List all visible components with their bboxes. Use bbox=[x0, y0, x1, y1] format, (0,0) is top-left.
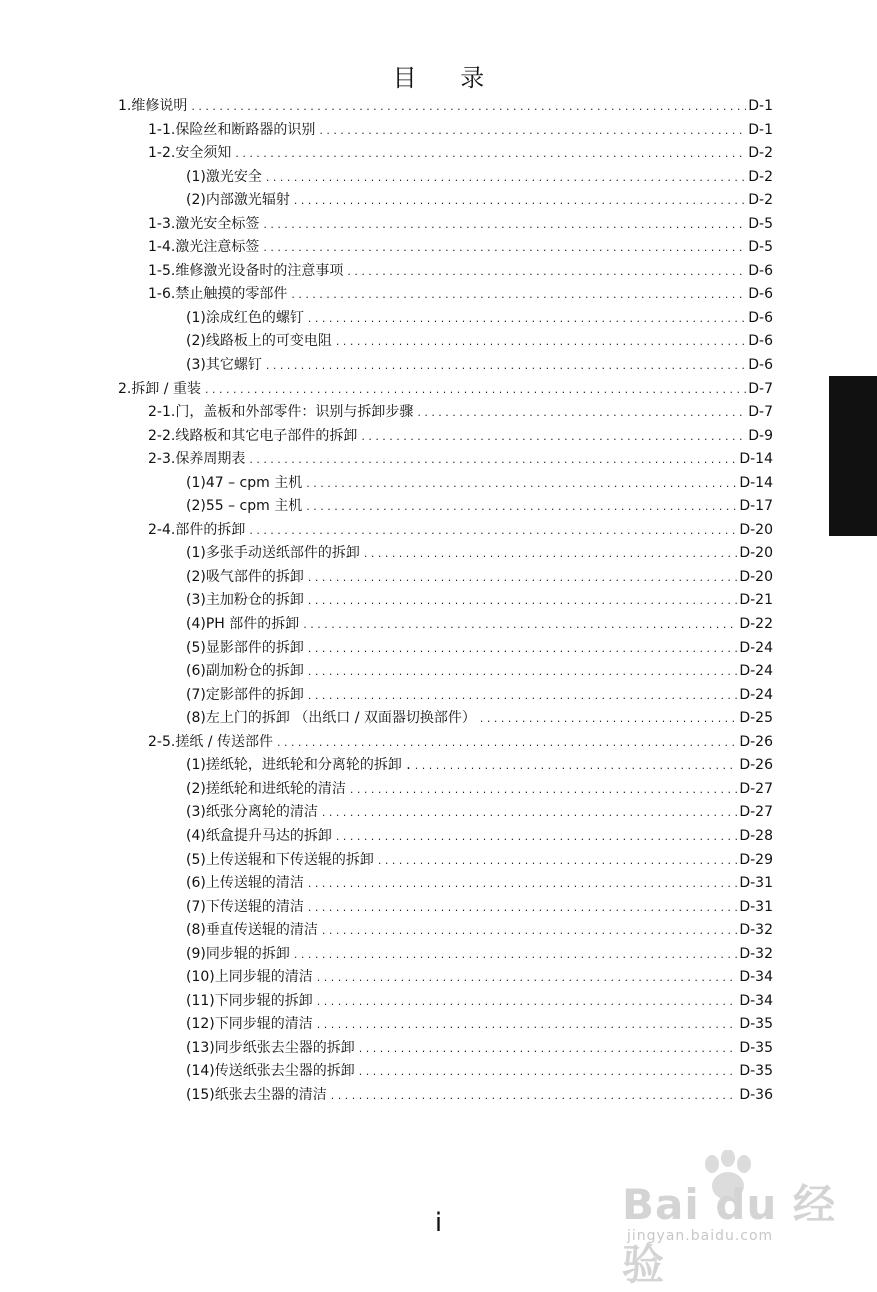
toc-entry-label: 安全须知 bbox=[175, 145, 232, 162]
dot-leader bbox=[263, 213, 746, 237]
dot-leader bbox=[308, 660, 738, 684]
toc-entry-label: 纸张去尘器的清洁 bbox=[214, 1086, 327, 1103]
section-tab-marker bbox=[829, 376, 877, 536]
toc-entry-page: D-14 bbox=[739, 451, 773, 468]
toc-entry[interactable] bbox=[118, 519, 773, 543]
toc-entry[interactable] bbox=[118, 401, 773, 425]
toc-entry-label: 部件的拆卸 bbox=[175, 521, 246, 538]
dot-leader bbox=[417, 401, 746, 425]
dot-leader bbox=[359, 1060, 738, 1084]
dot-leader bbox=[308, 896, 738, 920]
toc-entry-page: D-2 bbox=[748, 192, 773, 209]
toc-entry-number: 1-3. bbox=[148, 215, 176, 232]
dot-leader bbox=[322, 919, 738, 943]
dot-leader bbox=[319, 119, 746, 143]
toc-entry-number: (2) bbox=[186, 333, 206, 350]
toc-entry[interactable] bbox=[118, 354, 773, 378]
toc-entry[interactable] bbox=[118, 919, 773, 943]
dot-leader bbox=[308, 566, 738, 590]
toc-entry[interactable] bbox=[118, 684, 773, 708]
toc-entry[interactable] bbox=[118, 1037, 773, 1061]
toc-entry-page: D-32 bbox=[739, 945, 773, 962]
toc-entry[interactable] bbox=[118, 849, 773, 873]
toc-entry-page: D-9 bbox=[748, 427, 773, 444]
toc-entry-page: D-29 bbox=[739, 851, 773, 868]
toc-entry[interactable] bbox=[118, 95, 773, 119]
toc-entry[interactable] bbox=[118, 707, 773, 731]
toc-entry-label: 上传送辊的清洁 bbox=[205, 875, 304, 892]
toc-entry-page: D-7 bbox=[748, 404, 773, 421]
dot-leader bbox=[266, 354, 746, 378]
toc-entry[interactable] bbox=[118, 801, 773, 825]
dot-leader bbox=[191, 95, 746, 119]
dot-leader bbox=[291, 283, 746, 307]
toc-entry-label: 上同步辊的清洁 bbox=[214, 969, 313, 986]
toc-entry[interactable] bbox=[118, 330, 773, 354]
toc-entry-page: D-24 bbox=[739, 639, 773, 656]
toc-entry-label: 副加粉仓的拆卸 bbox=[205, 663, 304, 680]
toc-entry-label: 激光安全标签 bbox=[175, 215, 260, 232]
toc-entry-number: 2-4. bbox=[148, 521, 176, 538]
toc-entry-number: (11) bbox=[186, 992, 215, 1009]
toc-entry[interactable] bbox=[118, 943, 773, 967]
toc-entry-label: 多张手动送纸部件的拆卸 bbox=[205, 545, 360, 562]
toc-entry-label: 激光注意标签 bbox=[175, 239, 260, 256]
toc-entry[interactable] bbox=[118, 872, 773, 896]
toc-entry[interactable] bbox=[118, 119, 773, 143]
dot-leader bbox=[308, 589, 738, 613]
toc-entry[interactable] bbox=[118, 990, 773, 1014]
toc-entry[interactable] bbox=[118, 542, 773, 566]
dot-leader bbox=[317, 1013, 738, 1037]
dot-leader bbox=[308, 684, 738, 708]
dot-leader bbox=[306, 495, 737, 519]
dot-leader bbox=[480, 707, 737, 731]
toc-entry[interactable] bbox=[118, 260, 773, 284]
toc-entry-page: D-27 bbox=[739, 804, 773, 821]
dot-leader bbox=[415, 754, 738, 778]
toc-entry-page: D-1 bbox=[748, 121, 773, 138]
toc-entry-number: (4) bbox=[186, 827, 206, 844]
toc-entry-page: D-34 bbox=[739, 969, 773, 986]
toc-entry-page: D-27 bbox=[739, 780, 773, 797]
toc-entry-page: D-6 bbox=[748, 286, 773, 303]
toc-entry[interactable] bbox=[118, 1084, 773, 1108]
toc-entry-label: 下同步辊的清洁 bbox=[214, 1016, 313, 1033]
toc-entry-page: D-22 bbox=[739, 616, 773, 633]
toc-entry[interactable] bbox=[118, 472, 773, 496]
toc-entry-label: 55 – cpm 主机 bbox=[205, 498, 303, 515]
toc-entry[interactable] bbox=[118, 189, 773, 213]
toc-entry-number: (6) bbox=[186, 875, 206, 892]
toc-entry-label: 垂直传送辊的清洁 bbox=[205, 922, 318, 939]
dot-leader bbox=[249, 519, 737, 543]
toc-entry[interactable] bbox=[118, 754, 773, 778]
toc-entry[interactable] bbox=[118, 1060, 773, 1084]
dot-leader bbox=[364, 542, 738, 566]
watermark-brand: Bai du 经验 bbox=[622, 1180, 836, 1289]
dot-leader bbox=[350, 778, 738, 802]
toc-entry[interactable] bbox=[118, 307, 773, 331]
dot-leader bbox=[317, 966, 738, 990]
dot-leader bbox=[347, 260, 746, 284]
toc-entry-page: D-31 bbox=[739, 898, 773, 915]
toc-entry[interactable] bbox=[118, 966, 773, 990]
toc-entry-page: D-6 bbox=[748, 262, 773, 279]
toc-entry-page: D-36 bbox=[739, 1086, 773, 1103]
toc-entry-number: (1) bbox=[186, 545, 206, 562]
page-number: i bbox=[434, 1208, 443, 1238]
dot-leader bbox=[361, 425, 746, 449]
toc-entry[interactable] bbox=[118, 448, 773, 472]
toc-entry-label: 门，盖板和外部零件：识别与拆卸步骤 bbox=[175, 404, 414, 421]
toc-entry-page: D-20 bbox=[739, 568, 773, 585]
dot-leader bbox=[308, 872, 738, 896]
toc-entry-number: (3) bbox=[186, 592, 206, 609]
toc-entry-page: D-20 bbox=[739, 545, 773, 562]
toc-entry[interactable] bbox=[118, 213, 773, 237]
toc-entry-label: 吸气部件的拆卸 bbox=[205, 568, 304, 585]
dot-leader bbox=[359, 1037, 738, 1061]
toc-entry[interactable] bbox=[118, 236, 773, 260]
toc-entry-page: D-28 bbox=[739, 827, 773, 844]
dot-leader bbox=[336, 825, 738, 849]
toc-entry-page: D-35 bbox=[739, 1039, 773, 1056]
toc-entry-number: 2-1. bbox=[148, 404, 176, 421]
toc-entry-label: 显影部件的拆卸 bbox=[205, 639, 304, 656]
toc-entry-label: 同步辊的拆卸 bbox=[205, 945, 290, 962]
toc-entry-page: D-2 bbox=[748, 168, 773, 185]
toc-entry-label: 上传送辊和下传送辊的拆卸 bbox=[205, 851, 374, 868]
toc-entry-number: 1-5. bbox=[148, 262, 176, 279]
toc-entry[interactable] bbox=[118, 613, 773, 637]
toc-entry-number: (14) bbox=[186, 1063, 215, 1080]
toc-entry-label: 下传送辊的清洁 bbox=[205, 898, 304, 915]
toc-entry-label: 其它螺钉 bbox=[205, 357, 262, 374]
toc-entry-label: 内部激光辐射 bbox=[205, 192, 290, 209]
toc-entry-number: (1) bbox=[186, 474, 206, 491]
watermark-url: jingyan.baidu.com bbox=[627, 1228, 774, 1244]
dot-leader bbox=[322, 801, 738, 825]
toc-entry-label: 47 – cpm 主机 bbox=[205, 474, 303, 491]
toc-entry[interactable] bbox=[118, 660, 773, 684]
toc-entry-page: D-26 bbox=[739, 733, 773, 750]
toc-entry-number: (4) bbox=[186, 616, 206, 633]
toc-entry[interactable] bbox=[118, 283, 773, 307]
toc-entry-number: 1-2. bbox=[148, 145, 176, 162]
toc-entry[interactable] bbox=[118, 589, 773, 613]
dot-leader bbox=[235, 142, 746, 166]
toc-entry[interactable] bbox=[118, 495, 773, 519]
toc-entry-page: D-35 bbox=[739, 1063, 773, 1080]
toc-entry[interactable] bbox=[118, 378, 773, 402]
toc-entry-number: (5) bbox=[186, 851, 206, 868]
toc-entry-page: D-7 bbox=[748, 380, 773, 397]
toc-entry-number: (2) bbox=[186, 498, 206, 515]
toc-entry-page: D-5 bbox=[748, 215, 773, 232]
toc-entry[interactable] bbox=[118, 896, 773, 920]
dot-leader bbox=[263, 236, 746, 260]
toc-entry-page: D-17 bbox=[739, 498, 773, 515]
toc-entry[interactable] bbox=[118, 425, 773, 449]
toc-entry-page: D-25 bbox=[739, 710, 773, 727]
toc-entry-label: 激光安全 bbox=[205, 168, 262, 185]
toc-entry[interactable] bbox=[118, 142, 773, 166]
toc-entry[interactable] bbox=[118, 566, 773, 590]
toc-entry-number: (6) bbox=[186, 663, 206, 680]
toc-entry-number: (3) bbox=[186, 357, 206, 374]
toc-entry-label: 主加粉仓的拆卸 bbox=[205, 592, 304, 609]
dot-leader bbox=[249, 448, 737, 472]
toc-entry-page: D-34 bbox=[739, 992, 773, 1009]
toc-entry-number: 2-2. bbox=[148, 427, 176, 444]
toc-entry-number: (2) bbox=[186, 192, 206, 209]
dot-leader bbox=[317, 990, 738, 1014]
toc-entry-number: (1) bbox=[186, 168, 206, 185]
toc-entry-page: D-32 bbox=[739, 922, 773, 939]
toc-entry-label: 保养周期表 bbox=[175, 451, 246, 468]
toc-entry-label: 左上门的拆卸 （出纸口 / 双面器切换部件） bbox=[205, 710, 476, 727]
toc-entry-number: (7) bbox=[186, 686, 206, 703]
toc-entry-number: 2-3. bbox=[148, 451, 176, 468]
toc-entry-number: (13) bbox=[186, 1039, 215, 1056]
toc-entry-number: 2. bbox=[118, 380, 132, 397]
toc-entry-page: D-5 bbox=[748, 239, 773, 256]
toc-entry-page: D-6 bbox=[748, 333, 773, 350]
toc-entry-page: D-2 bbox=[748, 145, 773, 162]
toc-entry[interactable] bbox=[118, 778, 773, 802]
toc-entry-label: 维修说明 bbox=[131, 98, 188, 114]
dot-leader bbox=[308, 307, 746, 331]
toc-entry[interactable] bbox=[118, 731, 773, 755]
toc-entry-number: (8) bbox=[186, 922, 206, 939]
toc-entry-number: 2-5. bbox=[148, 733, 176, 750]
toc-entry[interactable] bbox=[118, 166, 773, 190]
toc-entry-page: D-1 bbox=[748, 98, 773, 114]
dot-leader bbox=[306, 472, 737, 496]
toc-entry-number: (5) bbox=[186, 639, 206, 656]
toc-entry-number: 1-4. bbox=[148, 239, 176, 256]
toc-entry-number: (7) bbox=[186, 898, 206, 915]
toc-entry-page: D-24 bbox=[739, 686, 773, 703]
dot-leader bbox=[331, 1084, 738, 1108]
toc-entry-number: (2) bbox=[186, 568, 206, 585]
toc-entry-number: (8) bbox=[186, 710, 206, 727]
toc-entry[interactable] bbox=[118, 1013, 773, 1037]
toc-entry-number: (2) bbox=[186, 780, 206, 797]
toc-entry-label: 线路板和其它电子部件的拆卸 bbox=[175, 427, 358, 444]
toc-entry-page: D-26 bbox=[739, 757, 773, 774]
toc-entry-label: 下同步辊的拆卸 bbox=[214, 992, 313, 1009]
dot-leader bbox=[336, 330, 746, 354]
toc-entry-number: (15) bbox=[186, 1086, 215, 1103]
toc-entry-label: 涂成红色的螺钉 bbox=[205, 309, 304, 326]
toc-entry-number: (10) bbox=[186, 969, 215, 986]
toc-entry-number: 1-6. bbox=[148, 286, 176, 303]
toc-entry-label: 搓纸轮，进纸轮和分离轮的拆卸 . bbox=[205, 757, 411, 774]
toc-entry-label: 定影部件的拆卸 bbox=[205, 686, 304, 703]
toc-entry-label: 搓纸 / 传送部件 bbox=[175, 733, 273, 750]
toc-entry-label: 线路板上的可变电阻 bbox=[205, 333, 332, 350]
toc-entry-number: (9) bbox=[186, 945, 206, 962]
toc-entry-label: 禁止触摸的零部件 bbox=[175, 286, 288, 303]
toc-entry-page: D-31 bbox=[739, 875, 773, 892]
toc-entry-number: 1. bbox=[118, 98, 132, 114]
toc-entry[interactable] bbox=[118, 637, 773, 661]
dot-leader bbox=[294, 943, 738, 967]
table-of-contents bbox=[118, 95, 773, 1108]
toc-entry-number: (12) bbox=[186, 1016, 215, 1033]
dot-leader bbox=[378, 849, 738, 873]
dot-leader bbox=[266, 166, 746, 190]
toc-entry-label: 同步纸张去尘器的拆卸 bbox=[214, 1039, 355, 1056]
toc-entry-page: D-14 bbox=[739, 474, 773, 491]
toc-entry-number: 1-1. bbox=[148, 121, 176, 138]
toc-entry-label: 传送纸张去尘器的拆卸 bbox=[214, 1063, 355, 1080]
toc-entry-number: (3) bbox=[186, 804, 206, 821]
toc-entry-label: 纸盒提升马达的拆卸 bbox=[205, 827, 332, 844]
toc-entry[interactable] bbox=[118, 825, 773, 849]
toc-entry-label: 保险丝和断路器的识别 bbox=[175, 121, 316, 138]
dot-leader bbox=[303, 613, 737, 637]
toc-entry-label: 维修激光设备时的注意事项 bbox=[175, 262, 344, 279]
toc-entry-page: D-6 bbox=[748, 309, 773, 326]
toc-entry-label: 纸张分离轮的清洁 bbox=[205, 804, 318, 821]
toc-entry-number: (1) bbox=[186, 757, 206, 774]
toc-entry-label: 拆卸 / 重装 bbox=[131, 380, 201, 397]
toc-entry-label: PH 部件的拆卸 bbox=[205, 616, 300, 633]
toc-entry-label: 搓纸轮和进纸轮的清洁 bbox=[205, 780, 346, 797]
dot-leader bbox=[277, 731, 737, 755]
toc-entry-number: (1) bbox=[186, 309, 206, 326]
toc-entry-page: D-35 bbox=[739, 1016, 773, 1033]
toc-entry-page: D-21 bbox=[739, 592, 773, 609]
toc-entry-page: D-20 bbox=[739, 521, 773, 538]
dot-leader bbox=[294, 189, 746, 213]
dot-leader bbox=[205, 378, 746, 402]
page-title: 目 录 bbox=[392, 64, 503, 92]
dot-leader bbox=[308, 637, 738, 661]
toc-entry-page: D-6 bbox=[748, 357, 773, 374]
toc-entry-page: D-24 bbox=[739, 663, 773, 680]
